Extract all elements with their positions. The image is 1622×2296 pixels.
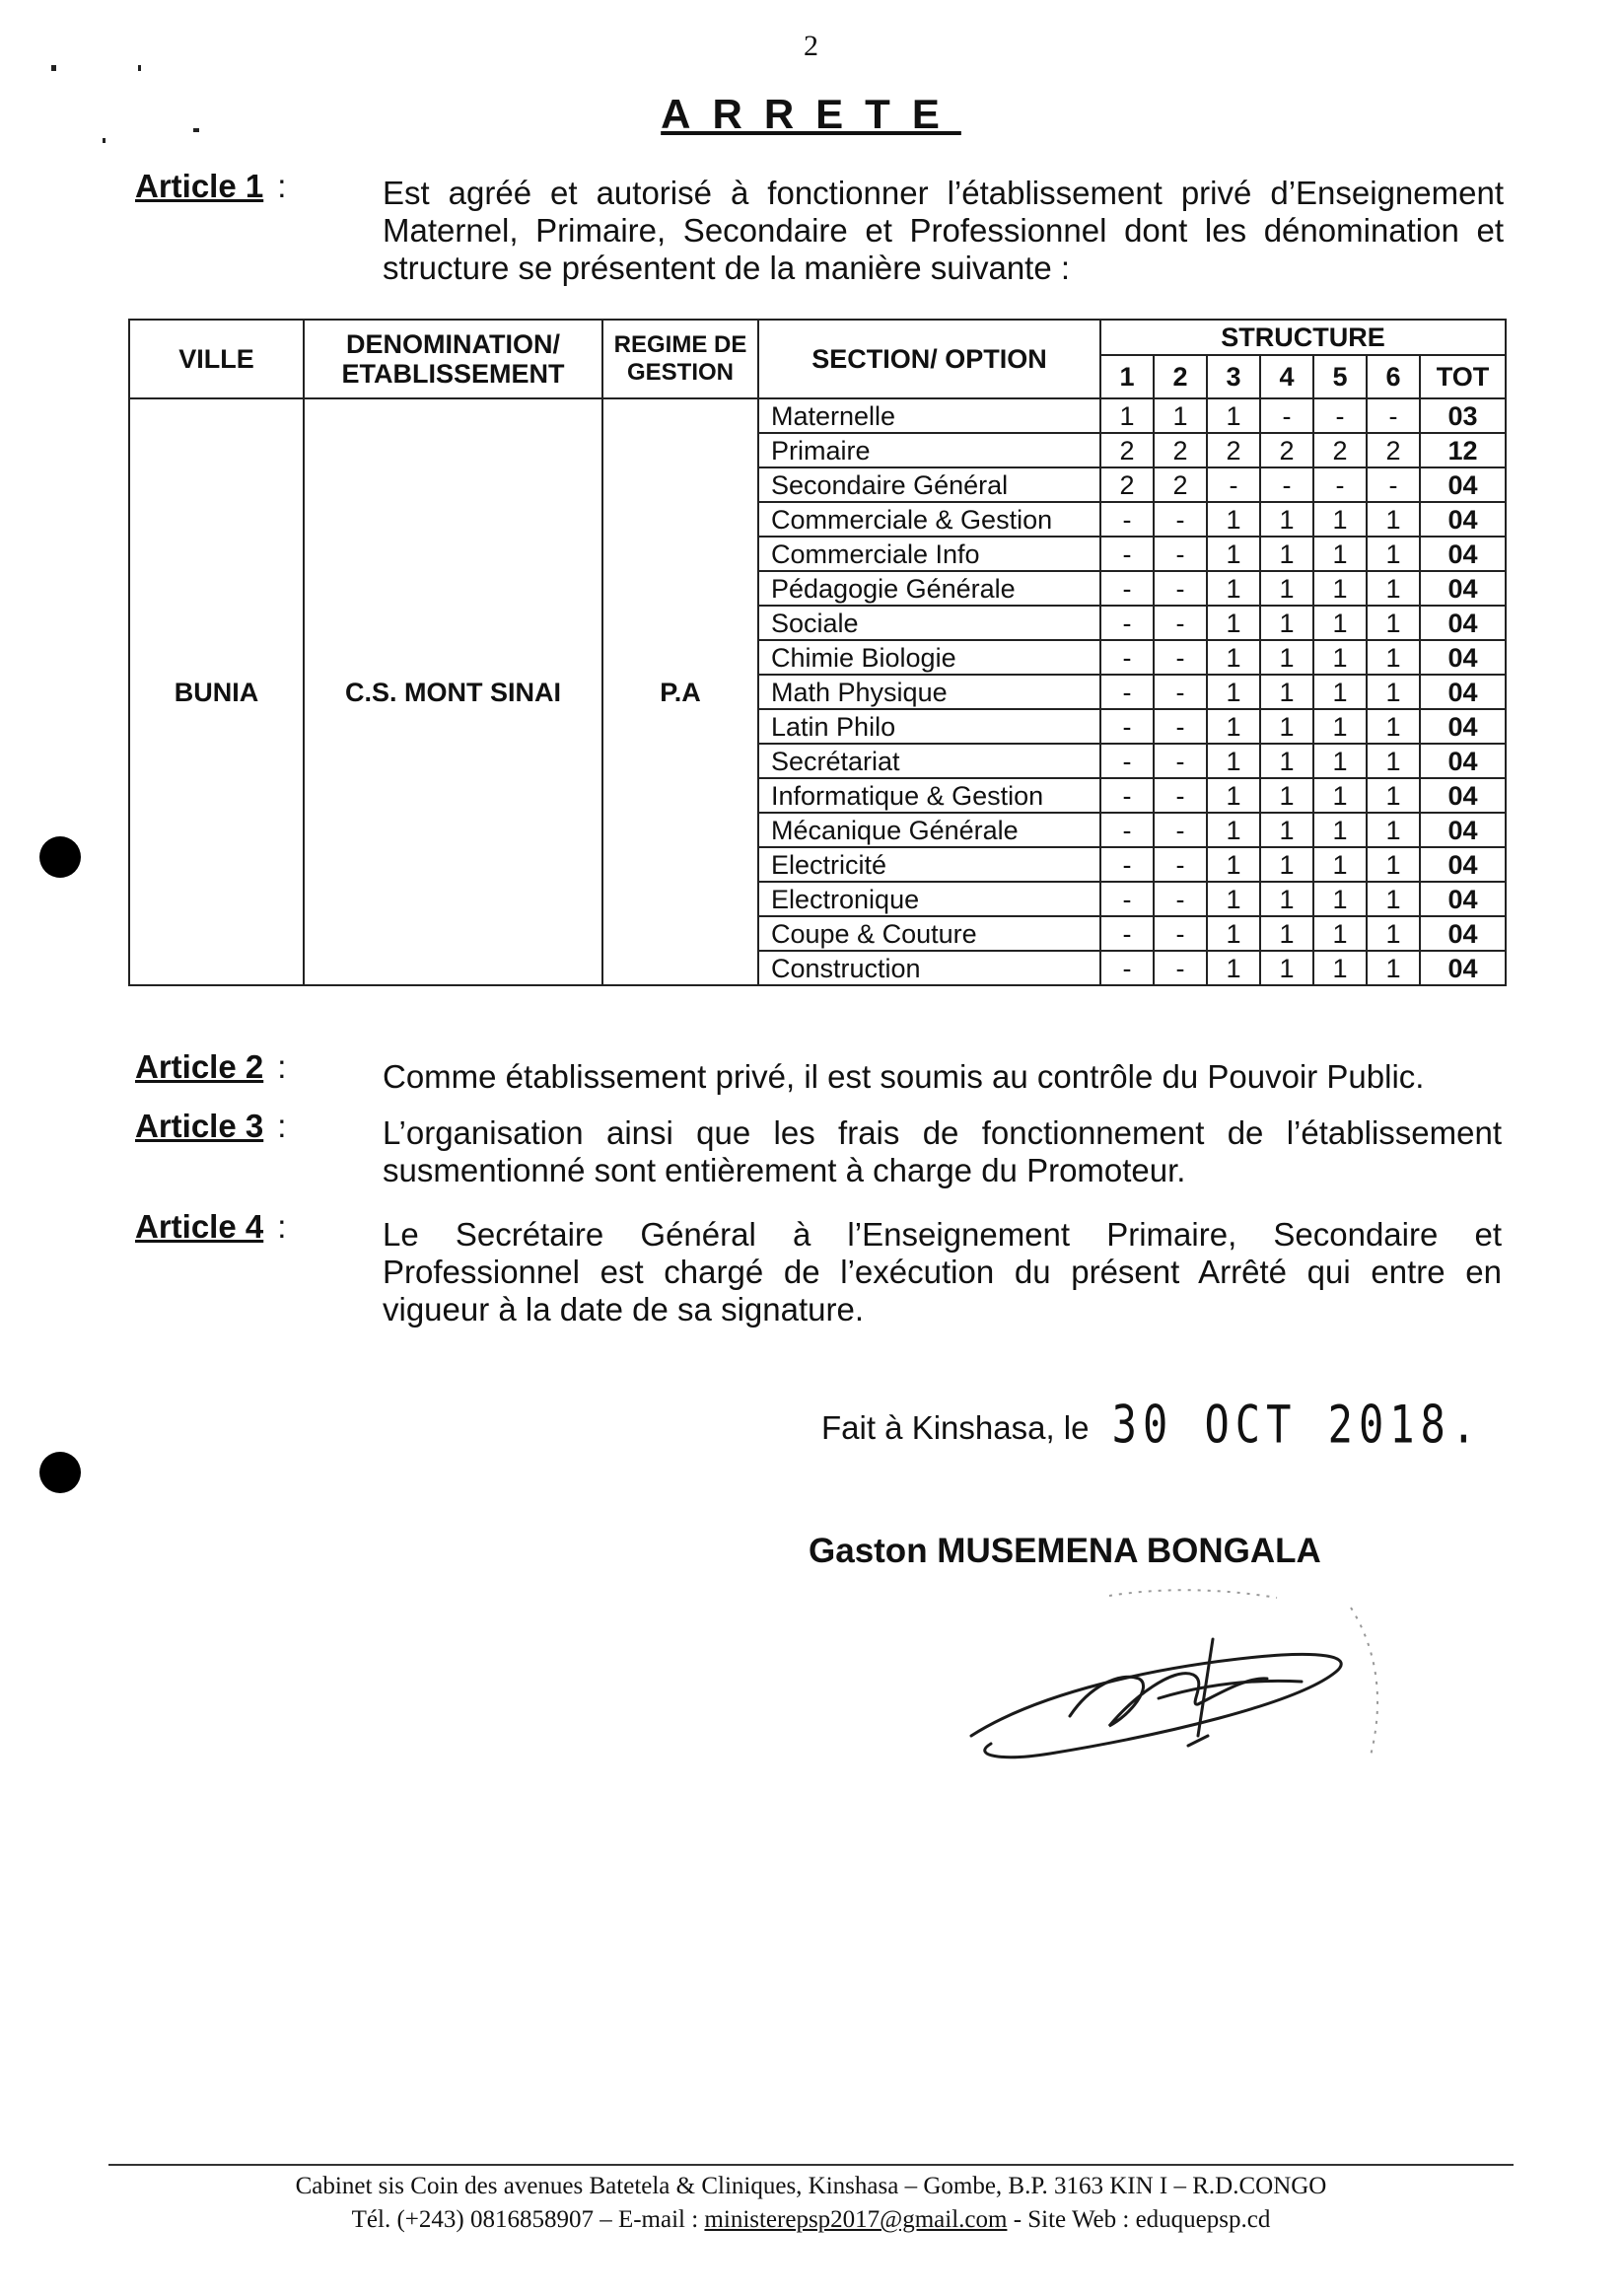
level-5-cell: 1: [1313, 537, 1367, 571]
level-4-cell: -: [1260, 467, 1313, 502]
level-4-cell: 1: [1260, 537, 1313, 571]
level-2-cell: -: [1154, 537, 1207, 571]
level-4-cell: 1: [1260, 606, 1313, 640]
level-2-cell: 2: [1154, 467, 1207, 502]
tot-cell: 04: [1420, 709, 1506, 744]
level-5-cell: -: [1313, 398, 1367, 433]
level-5-cell: 1: [1313, 882, 1367, 916]
level-6-cell: 1: [1367, 882, 1420, 916]
level-6-cell: 1: [1367, 813, 1420, 847]
tot-cell: 04: [1420, 467, 1506, 502]
tot-cell: 04: [1420, 571, 1506, 606]
punch-hole-dot: [39, 836, 81, 878]
level-6-cell: -: [1367, 467, 1420, 502]
page-number: 2: [804, 30, 818, 62]
level-1-cell: -: [1100, 675, 1154, 709]
level-1-cell: -: [1100, 951, 1154, 985]
level-1-cell: -: [1100, 882, 1154, 916]
option-cell: Math Physique: [758, 675, 1100, 709]
level-1-cell: -: [1100, 502, 1154, 537]
level-5-cell: 1: [1313, 606, 1367, 640]
level-1-cell: -: [1100, 778, 1154, 813]
option-cell: Pédagogie Générale: [758, 571, 1100, 606]
ville-cell: BUNIA: [129, 398, 304, 985]
header-level-2: 2: [1154, 355, 1207, 398]
level-3-cell: 1: [1207, 916, 1260, 951]
option-cell: Primaire: [758, 433, 1100, 467]
level-3-cell: 1: [1207, 951, 1260, 985]
tot-cell: 04: [1420, 675, 1506, 709]
level-5-cell: 1: [1313, 571, 1367, 606]
level-3-cell: 1: [1207, 571, 1260, 606]
level-6-cell: 1: [1367, 916, 1420, 951]
level-1-cell: -: [1100, 537, 1154, 571]
level-1-cell: -: [1100, 916, 1154, 951]
regime-cell: P.A: [602, 398, 758, 985]
level-3-cell: 1: [1207, 606, 1260, 640]
level-5-cell: 1: [1313, 813, 1367, 847]
table-body: [129, 398, 1506, 985]
level-2-cell: -: [1154, 675, 1207, 709]
level-3-cell: 1: [1207, 675, 1260, 709]
option-cell: Electronique: [758, 882, 1100, 916]
header-regime: REGIME DE GESTION: [602, 320, 758, 398]
level-5-cell: 1: [1313, 778, 1367, 813]
level-3-cell: 1: [1207, 744, 1260, 778]
level-2-cell: 2: [1154, 433, 1207, 467]
article-4-label: [135, 1208, 286, 1246]
header-level-5: 5: [1313, 355, 1367, 398]
tot-cell: 04: [1420, 502, 1506, 537]
level-4-cell: 1: [1260, 951, 1313, 985]
level-2-cell: -: [1154, 502, 1207, 537]
level-3-cell: 1: [1207, 640, 1260, 675]
tot-cell: 04: [1420, 640, 1506, 675]
scan-speck: [103, 138, 106, 143]
level-2-cell: -: [1154, 606, 1207, 640]
level-6-cell: 1: [1367, 640, 1420, 675]
article-3-colon: :: [277, 1108, 287, 1144]
option-cell: Commerciale & Gestion: [758, 502, 1100, 537]
level-6-cell: 1: [1367, 571, 1420, 606]
level-4-cell: 1: [1260, 916, 1313, 951]
level-5-cell: 2: [1313, 433, 1367, 467]
level-5-cell: 1: [1313, 744, 1367, 778]
level-2-cell: -: [1154, 951, 1207, 985]
option-cell: Coupe & Couture: [758, 916, 1100, 951]
tot-cell: 04: [1420, 882, 1506, 916]
level-6-cell: 1: [1367, 537, 1420, 571]
option-cell: Mécanique Générale: [758, 813, 1100, 847]
header-level-4: 4: [1260, 355, 1313, 398]
level-4-cell: 1: [1260, 882, 1313, 916]
tot-cell: 04: [1420, 813, 1506, 847]
article-4-text: Le Secrétaire Général à l’Enseignement Primaire, Secondaire et Professionnel est chargé de l’exécution du présent Arrêté qui entre en vigueur à la date de sa signature.: [383, 1216, 1502, 1327]
option-cell: Informatique & Gestion: [758, 778, 1100, 813]
level-3-cell: -: [1207, 467, 1260, 502]
tot-cell: 04: [1420, 744, 1506, 778]
level-3-cell: 1: [1207, 778, 1260, 813]
level-3-cell: 1: [1207, 398, 1260, 433]
level-6-cell: 1: [1367, 709, 1420, 744]
level-6-cell: 1: [1367, 675, 1420, 709]
level-3-cell: 1: [1207, 882, 1260, 916]
level-2-cell: -: [1154, 847, 1207, 882]
level-1-cell: 2: [1100, 433, 1154, 467]
level-2-cell: -: [1154, 571, 1207, 606]
level-6-cell: 2: [1367, 433, 1420, 467]
level-4-cell: 1: [1260, 640, 1313, 675]
footer-website: - Site Web : eduquepsp.cd: [1013, 2206, 1271, 2233]
level-4-cell: 1: [1260, 778, 1313, 813]
article-3-text: L’organisation ainsi que les frais de fonctionnement de l’établissement susmentionné sont entièrement à charge du Promoteur.: [383, 1114, 1502, 1188]
level-3-cell: 2: [1207, 433, 1260, 467]
level-1-cell: -: [1100, 847, 1154, 882]
article-4-colon: :: [277, 1208, 287, 1245]
level-1-cell: -: [1100, 709, 1154, 744]
level-6-cell: 1: [1367, 847, 1420, 882]
level-6-cell: 1: [1367, 502, 1420, 537]
option-cell: Sociale: [758, 606, 1100, 640]
article-1-label-text: Article 1: [135, 168, 264, 204]
tot-cell: 04: [1420, 778, 1506, 813]
header-ville: VILLE: [129, 320, 304, 398]
footer-tel: Tél. (+243) 0816858907 – E-mail :: [351, 2206, 699, 2233]
level-4-cell: 1: [1260, 847, 1313, 882]
structure-table: [128, 319, 1507, 986]
header-denomination: DENOMINATION/ ETABLISSEMENT: [304, 320, 602, 398]
level-2-cell: -: [1154, 813, 1207, 847]
document-title: ARRETE: [661, 91, 961, 137]
tot-cell: 12: [1420, 433, 1506, 467]
article-2-text: Comme établissement privé, il est soumis au contrôle du Pouvoir Public.: [383, 1058, 1425, 1095]
tot-cell: 04: [1420, 537, 1506, 571]
level-1-cell: 2: [1100, 467, 1154, 502]
level-5-cell: 1: [1313, 916, 1367, 951]
level-2-cell: -: [1154, 640, 1207, 675]
level-5-cell: -: [1313, 467, 1367, 502]
level-4-cell: 1: [1260, 502, 1313, 537]
tot-cell: 04: [1420, 847, 1506, 882]
level-2-cell: -: [1154, 916, 1207, 951]
header-structure: STRUCTURE: [1100, 320, 1506, 355]
header-tot: TOT: [1420, 355, 1506, 398]
level-5-cell: 1: [1313, 675, 1367, 709]
level-3-cell: 1: [1207, 847, 1260, 882]
article-4-label-text: Article 4: [135, 1208, 264, 1245]
option-cell: Secondaire Général: [758, 467, 1100, 502]
tot-cell: 04: [1420, 951, 1506, 985]
level-1-cell: -: [1100, 606, 1154, 640]
article-3-label-text: Article 3: [135, 1108, 264, 1144]
article-2-colon: :: [277, 1048, 287, 1085]
option-cell: Construction: [758, 951, 1100, 985]
level-1-cell: 1: [1100, 398, 1154, 433]
punch-hole-dot: [39, 1452, 81, 1493]
tot-cell: 03: [1420, 398, 1506, 433]
footer-email-link[interactable]: ministerepsp2017@gmail.com: [704, 2206, 1008, 2233]
header-level-6: 6: [1367, 355, 1420, 398]
level-3-cell: 1: [1207, 813, 1260, 847]
level-6-cell: 1: [1367, 606, 1420, 640]
scan-speck: [51, 65, 56, 71]
tot-cell: 04: [1420, 606, 1506, 640]
level-5-cell: 1: [1313, 847, 1367, 882]
level-5-cell: 1: [1313, 640, 1367, 675]
level-5-cell: 1: [1313, 709, 1367, 744]
level-2-cell: -: [1154, 778, 1207, 813]
scan-speck: [138, 65, 141, 71]
footer-rule: [108, 2164, 1514, 2166]
level-4-cell: 2: [1260, 433, 1313, 467]
article-1-colon: :: [277, 168, 287, 204]
level-2-cell: -: [1154, 709, 1207, 744]
signatory-name: Gaston MUSEMENA BONGALA: [809, 1532, 1321, 1570]
article-2-label: [135, 1048, 286, 1086]
date-stamp: 30 OCT 2018.: [1111, 1394, 1483, 1456]
level-5-cell: 1: [1313, 502, 1367, 537]
scan-speck: [193, 128, 199, 132]
level-1-cell: -: [1100, 571, 1154, 606]
signing-place-date: [821, 1394, 1483, 1456]
signing-place-text: Fait à Kinshasa, le: [821, 1409, 1090, 1446]
option-cell: Chimie Biologie: [758, 640, 1100, 675]
level-1-cell: -: [1100, 813, 1154, 847]
etablissement-cell: C.S. MONT SINAI: [304, 398, 602, 985]
tot-cell: 04: [1420, 916, 1506, 951]
level-4-cell: -: [1260, 398, 1313, 433]
level-4-cell: 1: [1260, 813, 1313, 847]
option-cell: Secrétariat: [758, 744, 1100, 778]
option-cell: Electricité: [758, 847, 1100, 882]
level-6-cell: 1: [1367, 744, 1420, 778]
table-header-row-1: [129, 320, 1506, 355]
level-4-cell: 1: [1260, 744, 1313, 778]
footer-contact: [0, 2206, 1622, 2234]
option-cell: Latin Philo: [758, 709, 1100, 744]
article-2-label-text: Article 2: [135, 1048, 264, 1085]
level-1-cell: -: [1100, 640, 1154, 675]
option-cell: Commerciale Info: [758, 537, 1100, 571]
level-3-cell: 1: [1207, 537, 1260, 571]
header-level-1: 1: [1100, 355, 1154, 398]
level-1-cell: -: [1100, 744, 1154, 778]
level-3-cell: 1: [1207, 709, 1260, 744]
handwritten-signature: [961, 1588, 1395, 1800]
level-3-cell: 1: [1207, 502, 1260, 537]
level-4-cell: 1: [1260, 675, 1313, 709]
article-1-label: [135, 168, 286, 205]
level-2-cell: -: [1154, 882, 1207, 916]
level-4-cell: 1: [1260, 709, 1313, 744]
level-2-cell: 1: [1154, 398, 1207, 433]
header-section-option: SECTION/ OPTION: [758, 320, 1100, 398]
level-5-cell: 1: [1313, 951, 1367, 985]
article-3-label: [135, 1108, 286, 1145]
level-4-cell: 1: [1260, 571, 1313, 606]
level-2-cell: -: [1154, 744, 1207, 778]
footer-address: Cabinet sis Coin des avenues Batetela & Cliniques, Kinshasa – Gombe, B.P. 3163 KIN I – R.D.CONGO: [295, 2173, 1327, 2199]
header-level-3: 3: [1207, 355, 1260, 398]
level-6-cell: 1: [1367, 778, 1420, 813]
article-1-text: Est agréé et autorisé à fonctionner l’établissement privé d’Enseignement Maternel, Primaire, Secondaire et Professionnel dont les dénomination et structure se présentent de la manière suivante :: [383, 175, 1504, 286]
table-row: [129, 398, 1506, 433]
option-cell: Maternelle: [758, 398, 1100, 433]
level-6-cell: 1: [1367, 951, 1420, 985]
level-6-cell: -: [1367, 398, 1420, 433]
